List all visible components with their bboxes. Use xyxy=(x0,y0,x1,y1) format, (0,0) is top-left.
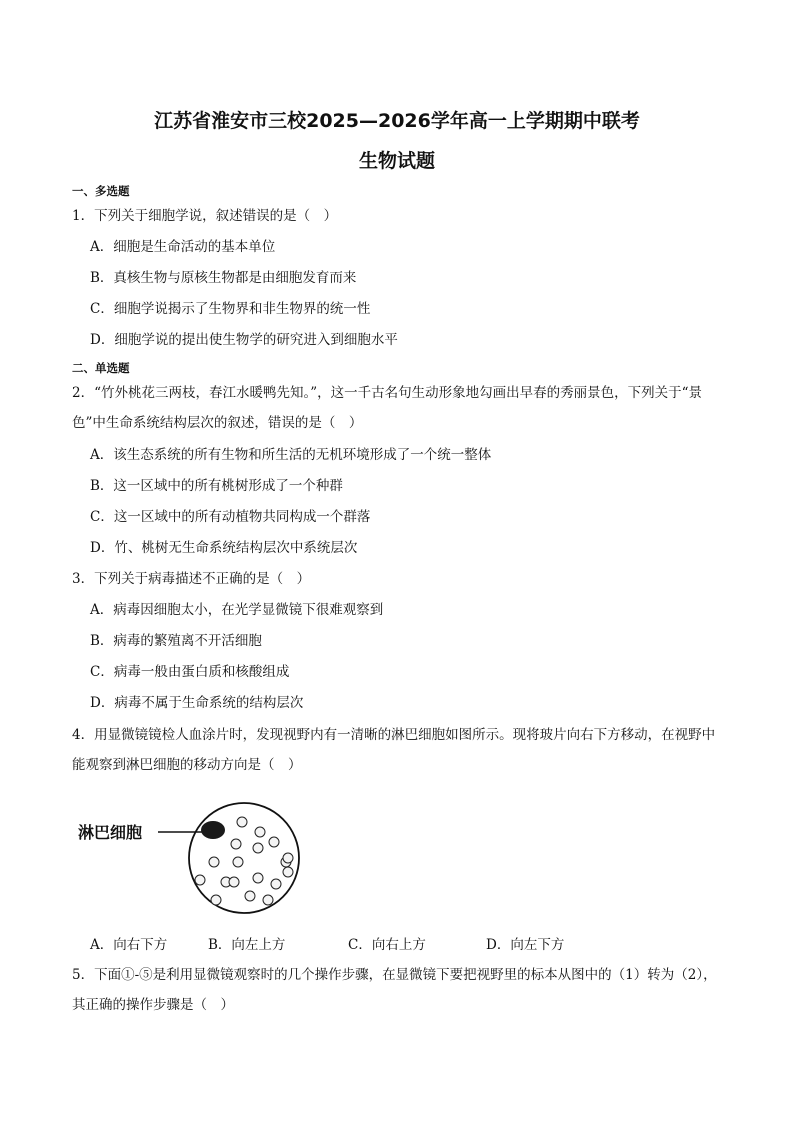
question-4-option-a: A．向右下方 xyxy=(90,937,168,953)
question-3-stem: 3．下列关于病毒描述不正确的是（ ） xyxy=(72,571,311,587)
question-2-option-c: C．这一区域中的所有动植物共同构成一个群落 xyxy=(90,509,371,525)
question-5-stem: 5．下面①-⑤是利用显微镜观察时的几个操作步骤，在显微镜下要把视野里的标本从图中的（1）转为（2），其正确的操作步骤是（ ） xyxy=(72,967,717,1013)
lymphocyte-figure xyxy=(78,800,308,920)
question-2-option-d: D．竹、桃树无生命系统结构层次中系统层次 xyxy=(90,540,358,556)
question-2-option-b: B．这一区域中的所有桃树形成了一个种群 xyxy=(90,478,343,494)
exam-subtitle: 生物试题 xyxy=(358,150,435,172)
question-4-option-d: D．向左下方 xyxy=(486,937,565,953)
microscope-field-diagram xyxy=(78,800,308,920)
section-heading-multi: 一、多选题 xyxy=(72,184,130,198)
question-2-stem: 2．“竹外桃花三两枝，春江水暖鸭先知。”，这一千古名句生动形象地勾画出早春的秀丽景色，下列关于“景色”中生命系统结构层次的叙述，错误的是（ ） xyxy=(72,385,703,431)
lymphocyte-cell xyxy=(201,821,225,839)
exam-title: 江苏省淮安市三校2025—2026学年高一上学期期中联考 xyxy=(154,110,640,132)
question-4-option-b: B．向左上方 xyxy=(208,937,286,953)
section-heading-single: 二、单选题 xyxy=(72,361,130,375)
question-3-option-a: A．病毒因细胞太小，在光学显微镜下很难观察到 xyxy=(90,602,384,618)
question-1-stem: 1．下列关于细胞学说，叙述错误的是（ ） xyxy=(72,208,338,224)
question-4-stem: 4．用显微镜镜检人血涂片时，发现视野内有一清晰的淋巴细胞如图所示。现将玻片向右下方移动，在视野中能观察到淋巴细胞的移动方向是（ ） xyxy=(72,727,716,773)
question-1-option-b: B．真核生物与原核生物都是由细胞发育而来 xyxy=(90,270,357,286)
question-3-option-c: C．病毒一般由蛋白质和核酸组成 xyxy=(90,664,290,680)
question-1-option-d: D．细胞学说的提出使生物学的研究进入到细胞水平 xyxy=(90,332,398,348)
question-2-option-a: A．该生态系统的所有生物和所生活的无机环境形成了一个统一整体 xyxy=(90,447,492,463)
figure-label-lymphocyte: 淋巴细胞 xyxy=(78,823,143,842)
question-3-option-b: B．病毒的繁殖离不开活细胞 xyxy=(90,633,262,649)
question-1-option-a: A．细胞是生命活动的基本单位 xyxy=(90,239,276,255)
question-4-option-c: C．向右上方 xyxy=(348,937,426,953)
question-3-option-d: D．病毒不属于生命系统的结构层次 xyxy=(90,695,304,711)
question-1-option-c: C．细胞学说揭示了生物界和非生物界的统一性 xyxy=(90,301,371,317)
